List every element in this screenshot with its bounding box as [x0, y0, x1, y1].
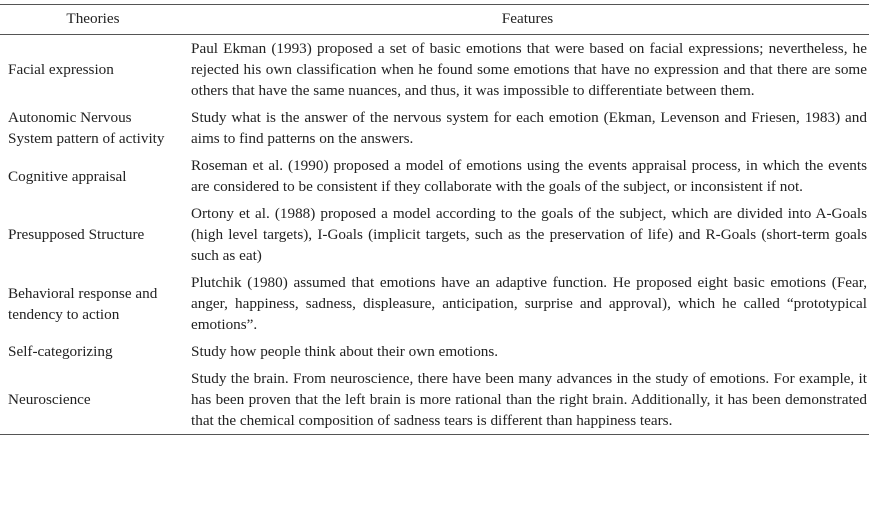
theories-table — [0, 4, 869, 435]
header-theories: Theories — [0, 5, 186, 35]
table-header — [0, 5, 869, 35]
feature-cell: Ortony et al. (1988) proposed a model according to the goals of the subject, which are divided into A-Goals (high level targets), I-Goals (implicit targets, such as the preservation of life) and R-Goals (short-term goals such as eat) — [191, 205, 867, 264]
feature-cell: Plutchik (1980) assumed that emotions have an adaptive function. He proposed eight basic emotions (Fear, anger, happiness, sadness, displeasure, anticipation, surprise and approval), which he called “prototypical emotions”. — [191, 274, 867, 333]
header-row — [0, 5, 869, 35]
table-row — [0, 269, 869, 338]
theory-cell: Behavioral response and tendency to action — [8, 284, 158, 323]
feature-cell: Roseman et al. (1990) proposed a model of emotions using the events appraisal process, in which the events are considered to be consistent if they collaborate with the goals of the subject, or inconsistent if not. — [191, 157, 867, 195]
table-row — [0, 35, 869, 105]
table-row — [0, 152, 869, 200]
theory-cell: Cognitive appraisal — [8, 167, 127, 185]
theory-cell: Self-categorizing — [8, 343, 113, 360]
header-features: Features — [186, 5, 869, 35]
table-body — [0, 35, 869, 435]
theory-cell: Presupposed Structure — [8, 226, 145, 243]
table-row — [0, 338, 869, 365]
table-row — [0, 104, 869, 152]
theory-cell: Autonomic Nervous System pattern of activity — [8, 109, 165, 147]
table-row — [0, 365, 869, 435]
feature-cell: Study what is the answer of the nervous system for each emotion (Ekman, Levenson and Friesen, 1983) and aims to find patterns on the answers. — [191, 109, 867, 147]
feature-cell: Study the brain. From neuroscience, there have been many advances in the study of emotions. For example, it has been proven that the left brain is more rational than the right brain. Additionally, it has been demonstrated that the chemical composition of sadness tears is different than happiness tears. — [186, 365, 869, 435]
feature-cell: Paul Ekman (1993) proposed a set of basic emotions that were based on facial expressions; nevertheless, he rejected his own classification when he found some emotions that have no expression and that there are some others that have the same nuances, and thus, it was impossible to differentiate between them. — [191, 40, 867, 99]
table-row — [0, 200, 869, 269]
theories-table-container — [0, 4, 871, 435]
feature-cell: Study how people think about their own emotions. — [191, 343, 499, 360]
theory-cell: Facial expression — [8, 61, 114, 78]
theory-cell: Neuroscience — [0, 365, 186, 435]
